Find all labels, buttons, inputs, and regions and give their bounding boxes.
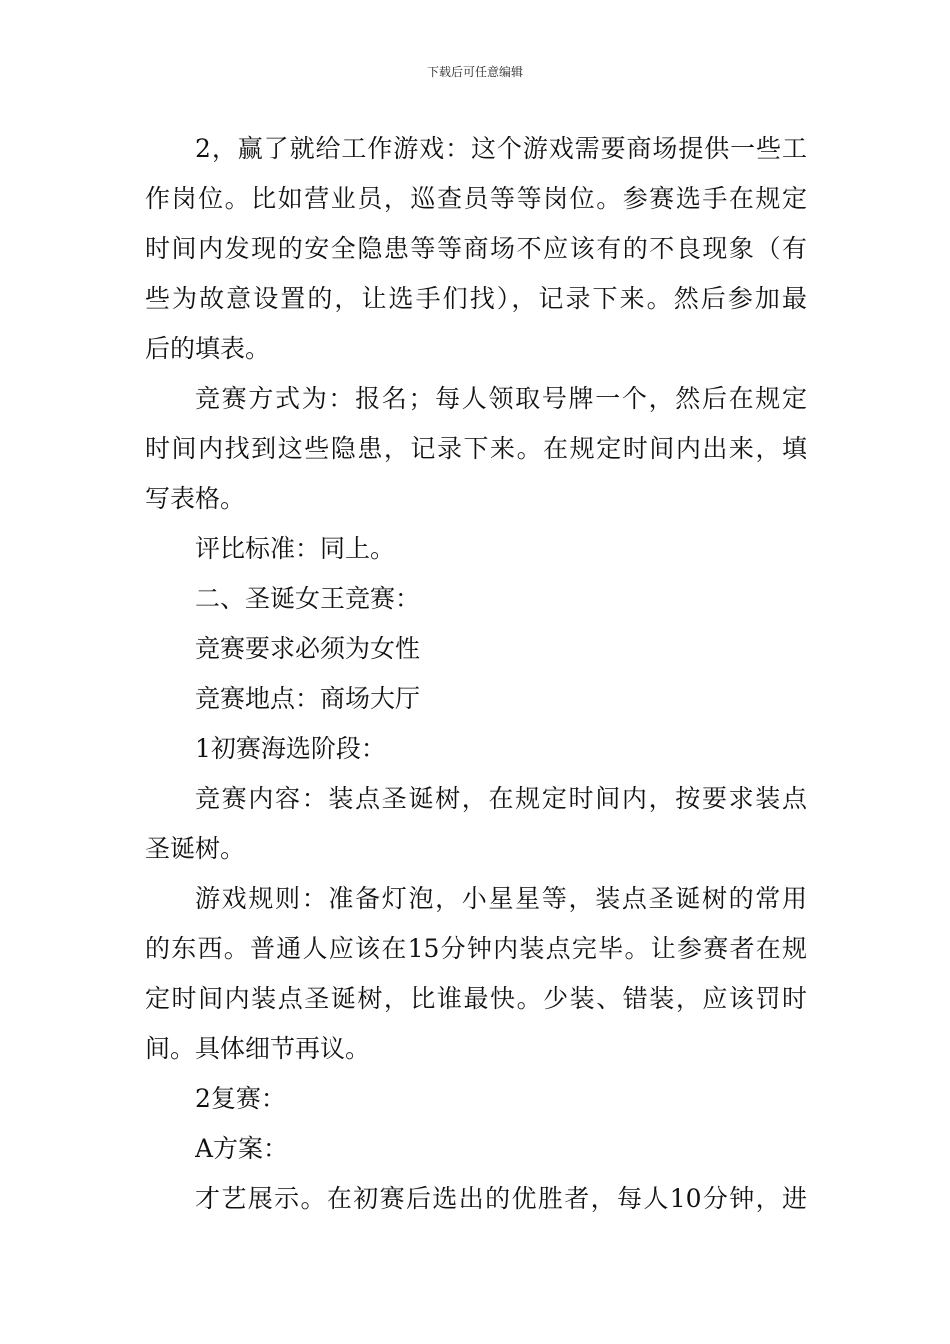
paragraph-line: 间。具体细节再议。	[145, 1034, 371, 1063]
paragraph-line: 些为故意设置的，让选手们找），记录下来。然后参加最	[145, 284, 807, 313]
paragraph-line: 圣诞树。	[145, 834, 246, 863]
paragraph-line: 后的填表。	[145, 334, 271, 363]
paragraph-line: 游戏规则：准备灯泡，小星星等，装点圣诞树的常用	[195, 884, 807, 913]
paragraph-line: 作岗位。比如营业员，巡查员等等岗位。参赛选手在规定	[145, 184, 807, 213]
section-heading: 二、圣诞女王竞赛：	[195, 584, 421, 613]
paragraph-line: 写表格。	[145, 484, 246, 513]
paragraph-line: 时间内找到这些隐患，记录下来。在规定时间内出来，填	[145, 434, 807, 463]
paragraph-line: 竞赛要求必须为女性	[195, 634, 421, 663]
paragraph-line: 定时间内装点圣诞树，比谁最快。少装、错装，应该罚时	[145, 984, 807, 1013]
paragraph-line: 竞赛内容：装点圣诞树，在规定时间内，按要求装点	[195, 784, 807, 813]
subsection-heading: A方案：	[195, 1134, 289, 1163]
subsection-heading: 2复赛：	[195, 1084, 286, 1113]
paragraph-line: 2，赢了就给工作游戏：这个游戏需要商场提供一些工	[195, 134, 807, 163]
paragraph-line: 才艺展示。在初赛后选出的优胜者，每人10分钟，进	[195, 1184, 807, 1213]
paragraph-line: 竞赛地点：商场大厅	[195, 684, 421, 713]
paragraph-line: 竞赛方式为：报名；每人领取号牌一个，然后在规定	[195, 384, 807, 413]
subsection-heading: 1初赛海选阶段：	[195, 734, 386, 763]
paragraph-line: 评比标准：同上。	[195, 534, 396, 563]
paragraph-line: 时间内发现的安全隐患等等商场不应该有的不良现象（有	[145, 234, 807, 263]
page-header: 下载后可任意编辑	[426, 65, 523, 79]
paragraph-line: 的东西。普通人应该在15分钟内装点完毕。让参赛者在规	[145, 934, 807, 963]
